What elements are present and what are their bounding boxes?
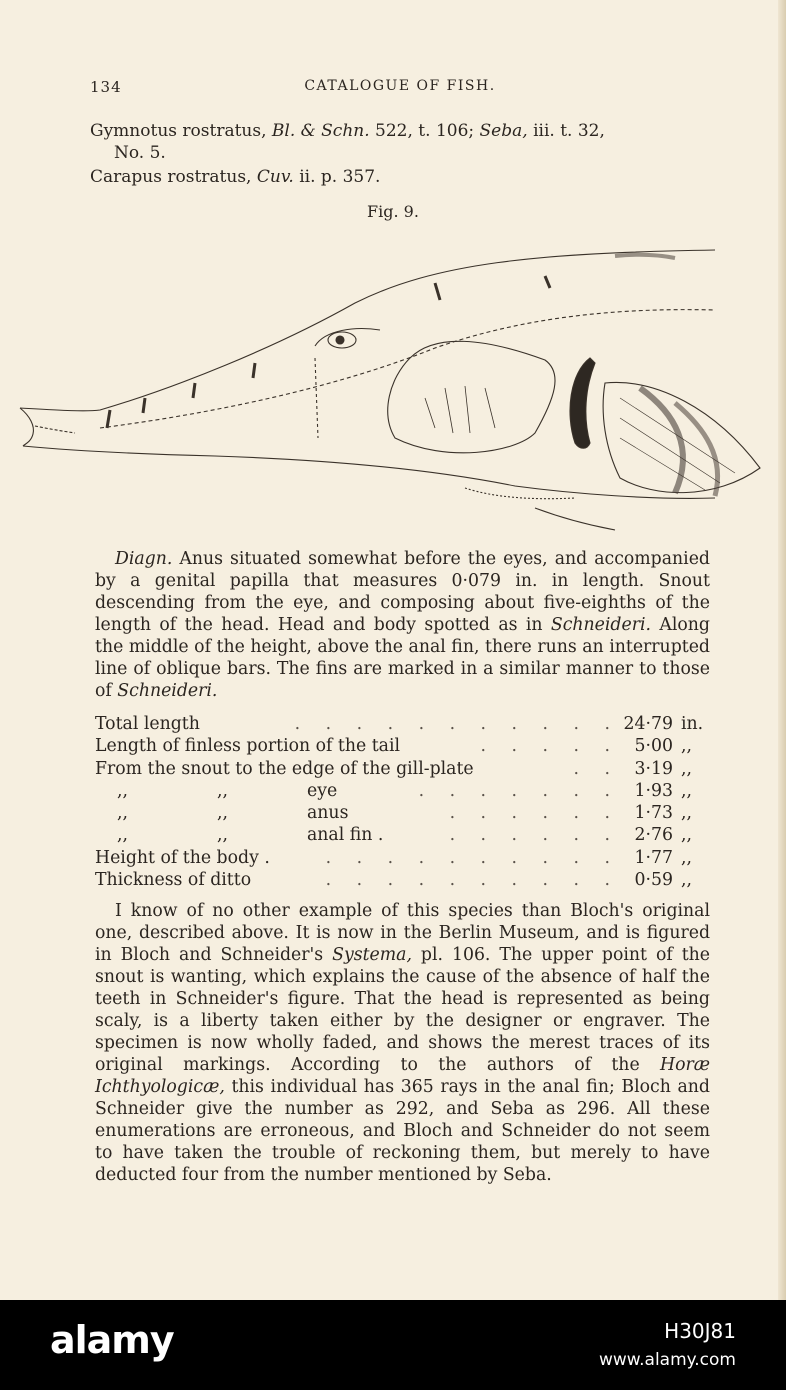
ditto-mark: ,, [117,780,128,801]
leader-dots: . . . . . . . [418,780,620,801]
synonym-author: Cuv. [256,167,294,187]
remarks-italic: Systema, [332,945,412,965]
synonym-author: Bl. & Schn. [271,121,370,141]
measurement-unit: ,, [681,870,692,891]
measurement-value: 24·79 [623,714,673,734]
ditto-mark: ,, [217,803,228,824]
synonym-text: No. 5. [114,143,166,163]
diagnosis-italic: Schneideri. [550,615,652,635]
measurement-unit: ,, [681,803,692,824]
measurement-unit: ,, [681,780,692,801]
remarks-paragraph [95,900,710,1186]
page-number: 134 [90,78,122,96]
measurement-unit: ,, [681,847,692,868]
measurement-row [95,714,710,736]
leader-dots: . . . . . . . . . . . [294,714,620,734]
synonym-text: Gymnotus rostratus, [90,121,272,141]
synonym-text: 522, t. 106; [369,121,480,141]
synonym-text: Carapus rostratus, [90,167,257,187]
synonym-carapus [90,166,720,188]
measurement-sublabel: anal fin . [307,825,384,846]
diagnosis-italic: Schneideri. [117,681,218,701]
measurement-row [95,781,710,803]
measurement-label: Height of the body . [95,847,270,868]
measurement-value: 3·19 [634,758,673,779]
measurement-label: Length of finless portion of the tail [95,736,401,757]
ditto-mark: ,, [217,825,228,846]
page-header [90,78,710,102]
diagnosis-text: Anus situated somewhat before the eyes, and accompanied by a genital papilla that measures 0·079 in. in length. Snout descending from the eye, and composing about five-eighths of the length of the head. Head and body spotted as in [95,549,710,635]
measurement-row [95,825,710,847]
remarks-text: I know of no other example of this species than Bloch's original one, described above. It is now in the Berlin Museum, and is figured in Bloch and Schneider's [95,901,710,965]
page-edge [778,0,786,1300]
alamy-logo: alamy [50,1318,174,1362]
measurement-row [95,736,710,758]
measurement-unit: ,, [681,758,692,779]
synonym-text: ii. p. 357. [293,167,381,187]
synonym-text: iii. t. 32, [527,121,605,141]
measurement-value: 1·77 [634,847,673,868]
diagnosis-text: Along the middle of the height, above the anal fin, there runs an interrupted line of oblique bars. The fins are marked in a similar manner to those of [95,615,710,701]
measurement-unit: ,, [681,736,692,757]
fish-dorsal-outline [20,250,715,411]
leader-dots: . . . . . . [449,825,620,846]
ditto-mark: ,, [117,803,128,824]
leader-dots: . . . . . . [449,803,620,824]
fish-pectoral-bar [570,358,595,448]
measurement-sublabel: eye [307,780,338,801]
measurement-row [95,870,710,892]
measurement-label: From the snout to the edge of the gill-plate [95,758,474,779]
measurement-value: 1·73 [634,803,673,824]
remarks-text: this individual has 365 rays in the anal fin; Bloch and Schneider give the number as 292, and Seba as 296. All these enumerations are erroneous, and Bloch and Schneider do not seem to have taken the trouble of reckoning them, but merely to have deducted four from the number mentioned by Seba. [95,1077,710,1185]
running-title: CATALOGUE OF FISH. [304,78,496,94]
leader-dots: . . [573,758,620,779]
measurement-row [95,803,710,825]
measurement-row [95,848,710,870]
measurement-unit: ,, [681,825,692,846]
measurement-sublabel: anus [307,803,349,824]
leader-dots: . . . . . . . . . . [325,870,620,891]
measurement-value: 0·59 [634,870,673,891]
fish-gill-plate [388,341,555,453]
measurement-row [95,759,710,781]
remarks-text: pl. 106. The upper point of the snout is wanting, which explains the cause of the absence of half the teeth in Schneider's figure. That the head is represented as being scaly, is a liberty taken either by the designer or engraver. The specimen is now wholly faded, and shows the merest traces of its original markings. According to the authors of the [95,945,711,1075]
ditto-mark: ,, [217,780,228,801]
leader-dots: . . . . . [480,736,620,757]
synonym-gymnotus [90,120,720,164]
measurement-label: Thickness of ditto [95,870,252,891]
fish-ventral-outline [23,446,715,498]
fish-illustration-icon [15,238,770,538]
image-id: H30J81 [664,1319,736,1343]
diagnosis-paragraph [95,548,710,702]
site-url[interactable]: www.alamy.com [598,1350,736,1370]
measurement-value: 2·76 [634,825,673,846]
leader-dots: . . . . . . . . . . [325,847,620,868]
measurement-value: 1·93 [634,780,673,801]
measurements-table [95,714,710,892]
measurement-label: Total length [95,714,200,734]
ditto-mark: ,, [117,825,128,846]
measurement-value: 5·00 [634,736,673,757]
measurement-unit: in. [681,714,704,734]
fish-snout [20,408,33,446]
remarks-italic: Horæ Ichthyologicæ, [95,1055,710,1097]
diagnosis-lead: Diagn. [115,549,173,569]
figure-label: Fig. 9. [367,202,419,221]
synonym-author: Seba, [479,121,528,141]
